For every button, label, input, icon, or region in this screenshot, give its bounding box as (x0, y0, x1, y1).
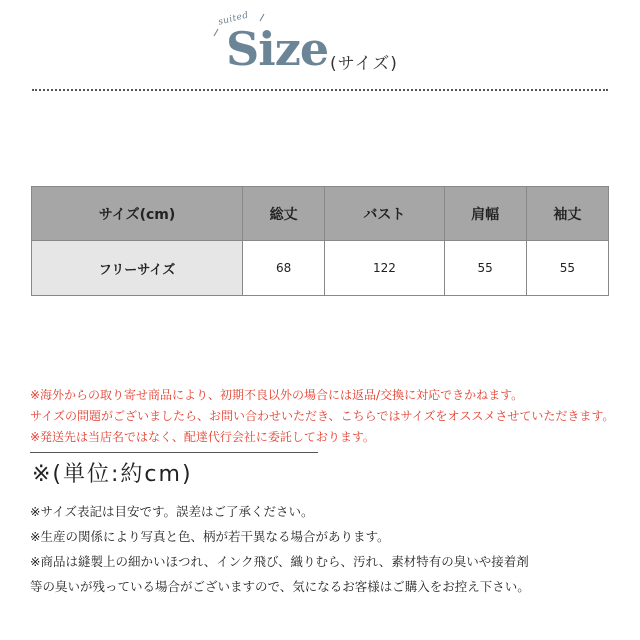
general-note: ※商品は縫製上の細かいほつれ、インク飛び、織りむら、汚れ、素材特有の臭いや接着剤 (30, 554, 529, 569)
cell-length: 68 (243, 241, 325, 296)
general-note: ※サイズ表記は目安です。誤差はご了承ください。 (30, 504, 314, 519)
header-cell-length: 総丈 (243, 187, 325, 241)
page-header (0, 0, 640, 90)
warning-notes (30, 385, 630, 448)
cell-sleeve: 55 (526, 241, 608, 296)
unit-note: ※(単位:約cm) (32, 462, 193, 487)
header-cell-sleeve: 袖丈 (526, 187, 608, 241)
warning-note: サイズの問題がございましたら、お問い合わせいただき、こちらではサイズをオススメさせていただきます。 (30, 409, 615, 423)
page-title: Size (226, 22, 329, 76)
header-cell-bust: バスト (325, 187, 444, 241)
cell-bust: 122 (325, 241, 444, 296)
decor-tick-left (214, 29, 219, 36)
decor-tick-right (260, 14, 265, 21)
size-table (31, 186, 609, 296)
table-row (32, 241, 609, 296)
page-subtitle: (サイズ) (330, 54, 398, 74)
general-note: 等の臭いが残っている場合がございますので、気になるお客様はご購入をお控え下さい。 (30, 579, 530, 594)
cell-shoulder: 55 (444, 241, 526, 296)
script-word: suited (217, 10, 250, 28)
dotted-divider (32, 89, 608, 91)
warning-note: ※発送先は当店名ではなく、配達代行会社に委託しております。 (30, 430, 375, 444)
section-divider (30, 452, 318, 453)
row-label-free-size: フリーサイズ (32, 241, 243, 296)
header-cell-shoulder: 肩幅 (444, 187, 526, 241)
general-note: ※生産の関係により写真と色、柄が若干異なる場合があります。 (30, 529, 390, 544)
general-notes (30, 499, 630, 599)
warning-note: ※海外からの取り寄せ商品により、初期不良以外の場合には返品/交換に対応できかねます。 (30, 388, 524, 402)
table-header-row (32, 187, 609, 241)
header-cell-size: サイズ(cm) (32, 187, 243, 241)
